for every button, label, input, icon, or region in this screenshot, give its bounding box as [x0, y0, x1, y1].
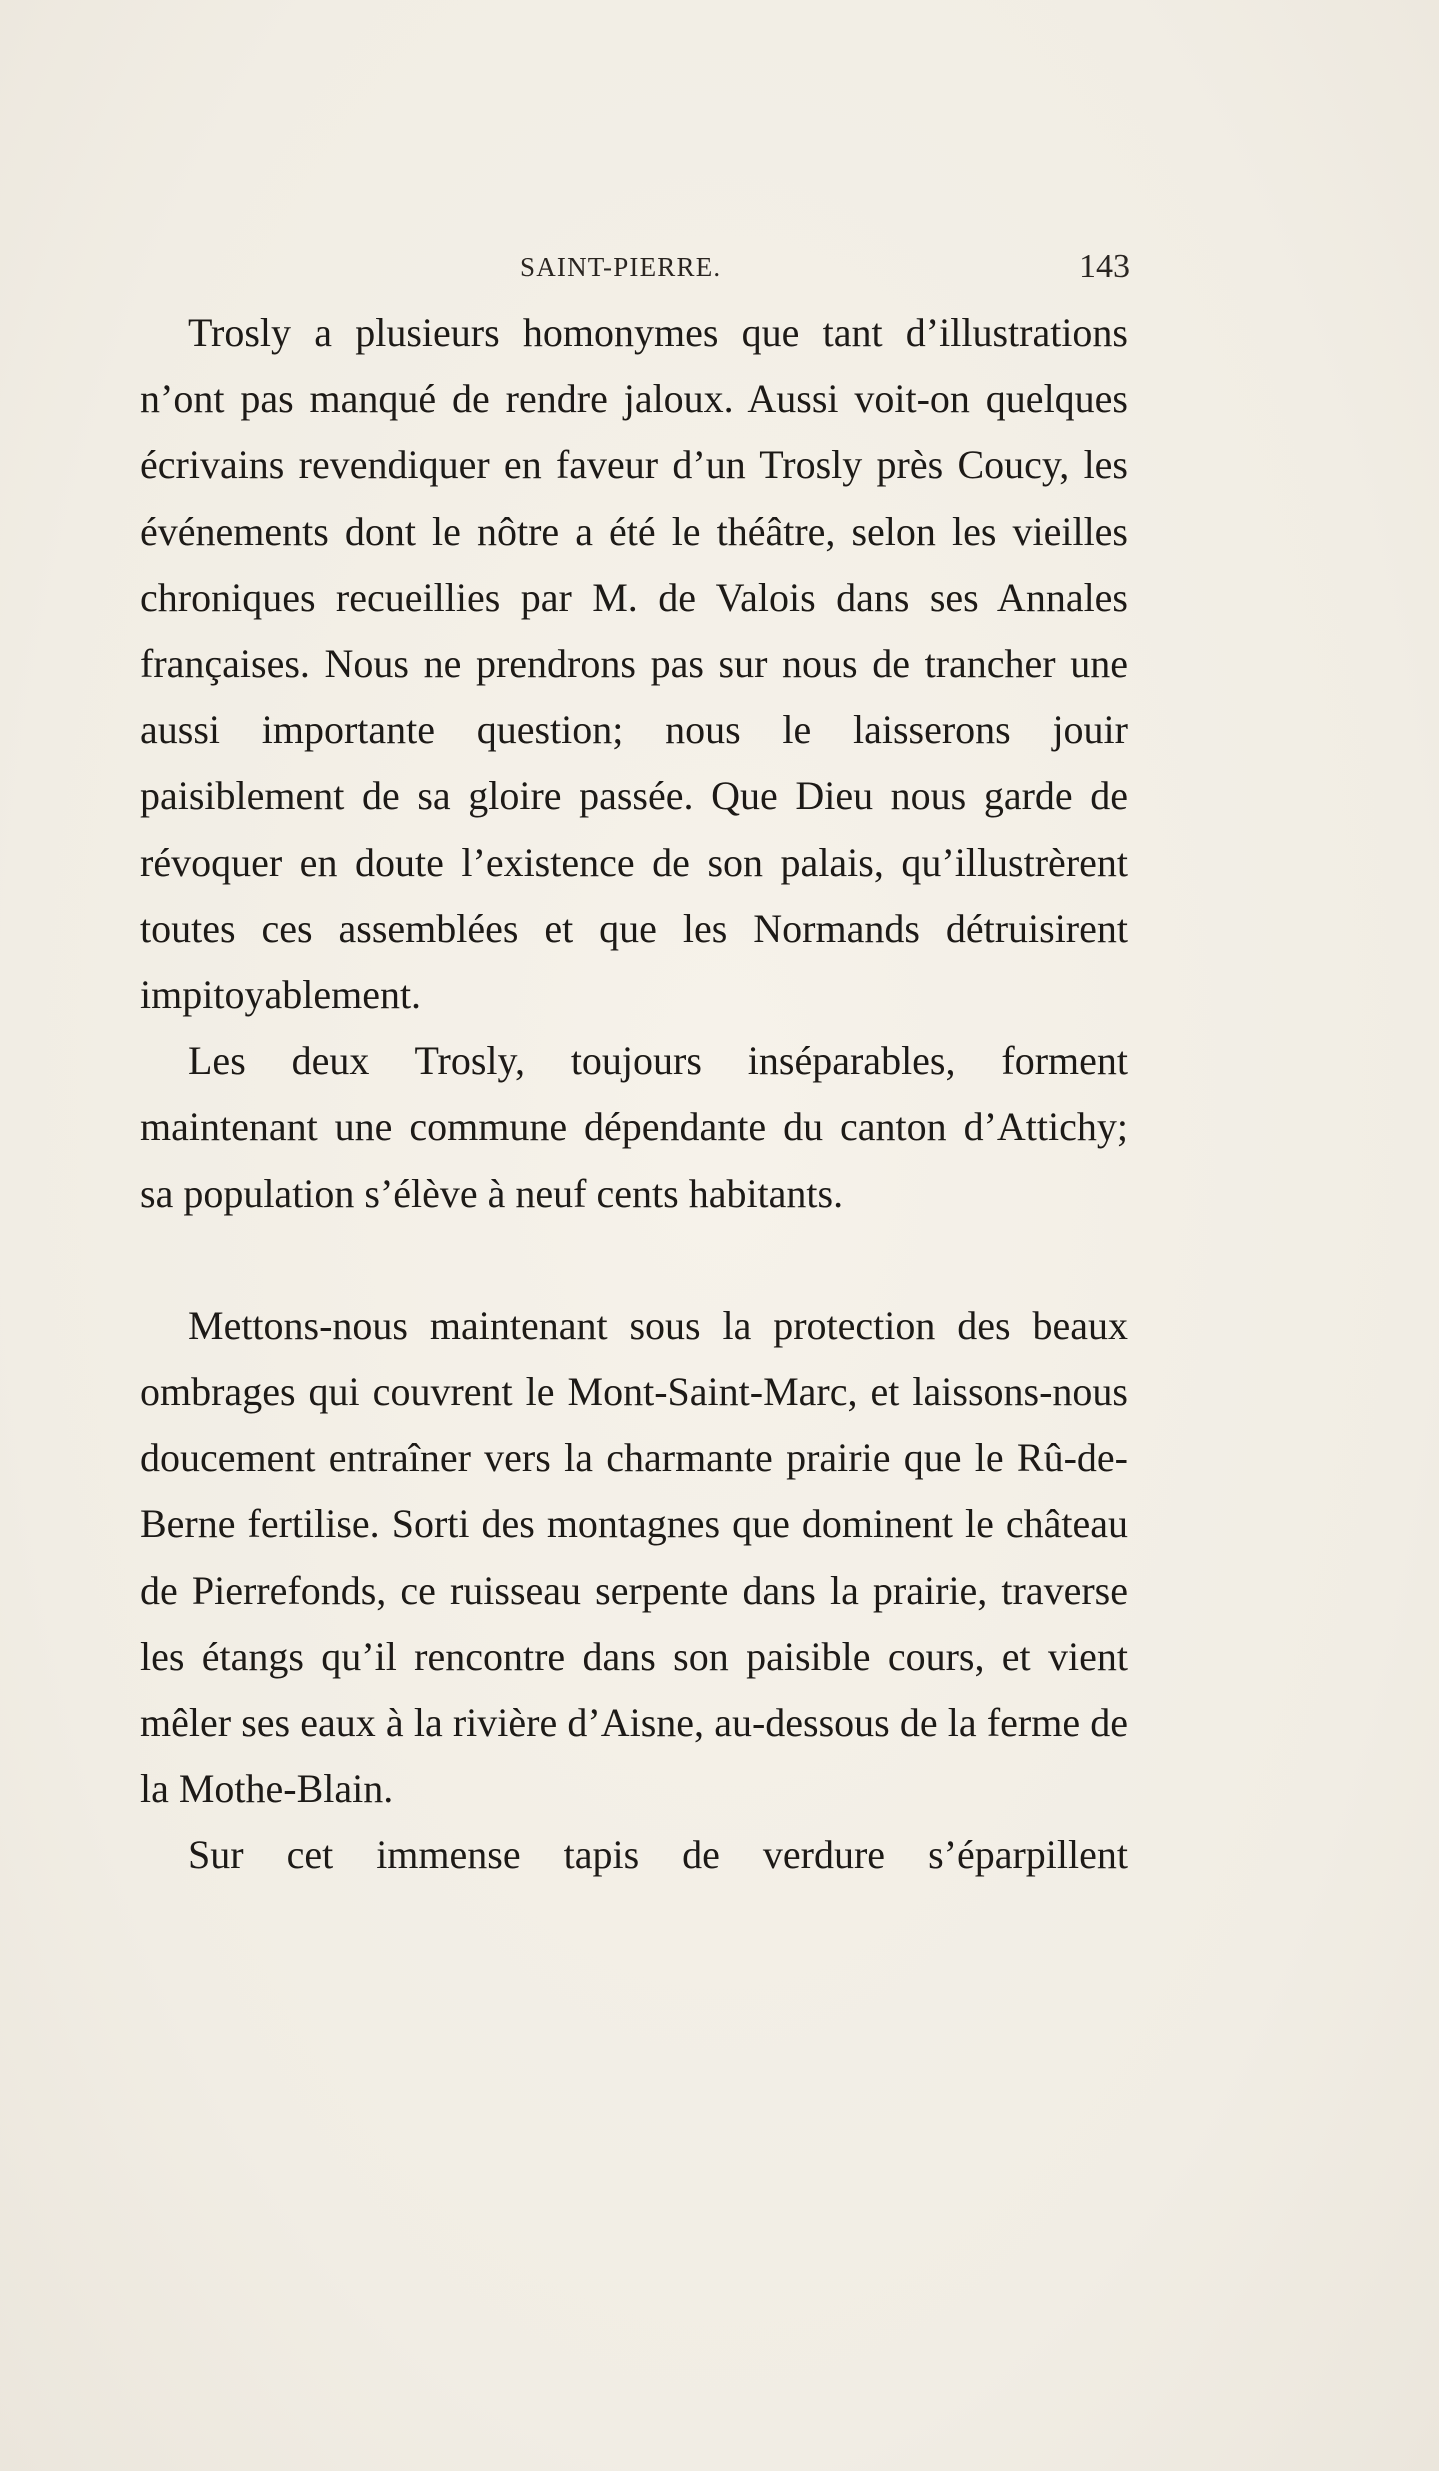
paragraph-4: Sur cet immense tapis de verdure s’éparpillent — [188, 1832, 1128, 1878]
paragraph-2: Les deux Trosly, toujours inséparables, forment maintenant une commune dépendante du canton d’Attichy; sa population s’élève à neuf cents habitants. — [140, 1038, 1128, 1216]
paragraph-3: Mettons-nous maintenant sous la protection des beaux ombrages qui couvrent le Mont-Saint-Marc, et laissons-nous doucement entraîner vers la charmante prairie que le Rû-de-Berne fertilise. Sorti des montagnes que dominent le château de Pierrefonds, ce ruisseau serpente dans la prairie, traverse les étangs qu’il rencontre dans son paisible cours, et vient mêler ses eaux à la rivière d’Aisne, au-dessous de la ferme de la Mothe-Blain. — [140, 1302, 1128, 1812]
page-header — [140, 248, 1130, 292]
page-number: 143 — [1079, 248, 1130, 285]
section-break — [140, 1227, 1128, 1293]
paragraph-1: Trosly a plusieurs homonymes que tant d’illustrations n’ont pas manqué de rendre jaloux. Aussi voit-on quelques écrivains revendiquer en faveur d’un Trosly près Coucy, les événements dont le nôtre a été le théâtre, selon les vieilles chroniques recueillies par M. de Valois dans ses Annales françaises. Nous ne prendrons pas sur nous de trancher une aussi importante question; nous le laisserons jouir paisiblement de sa gloire passée. Que Dieu nous garde de révoquer en doute l’existence de son palais, qu’illustrèrent toutes ces assemblées et que les Normands détruisirent impitoyablement. — [140, 310, 1128, 1018]
body-text — [140, 300, 1128, 1889]
running-head: SAINT-PIERRE. — [520, 252, 722, 282]
